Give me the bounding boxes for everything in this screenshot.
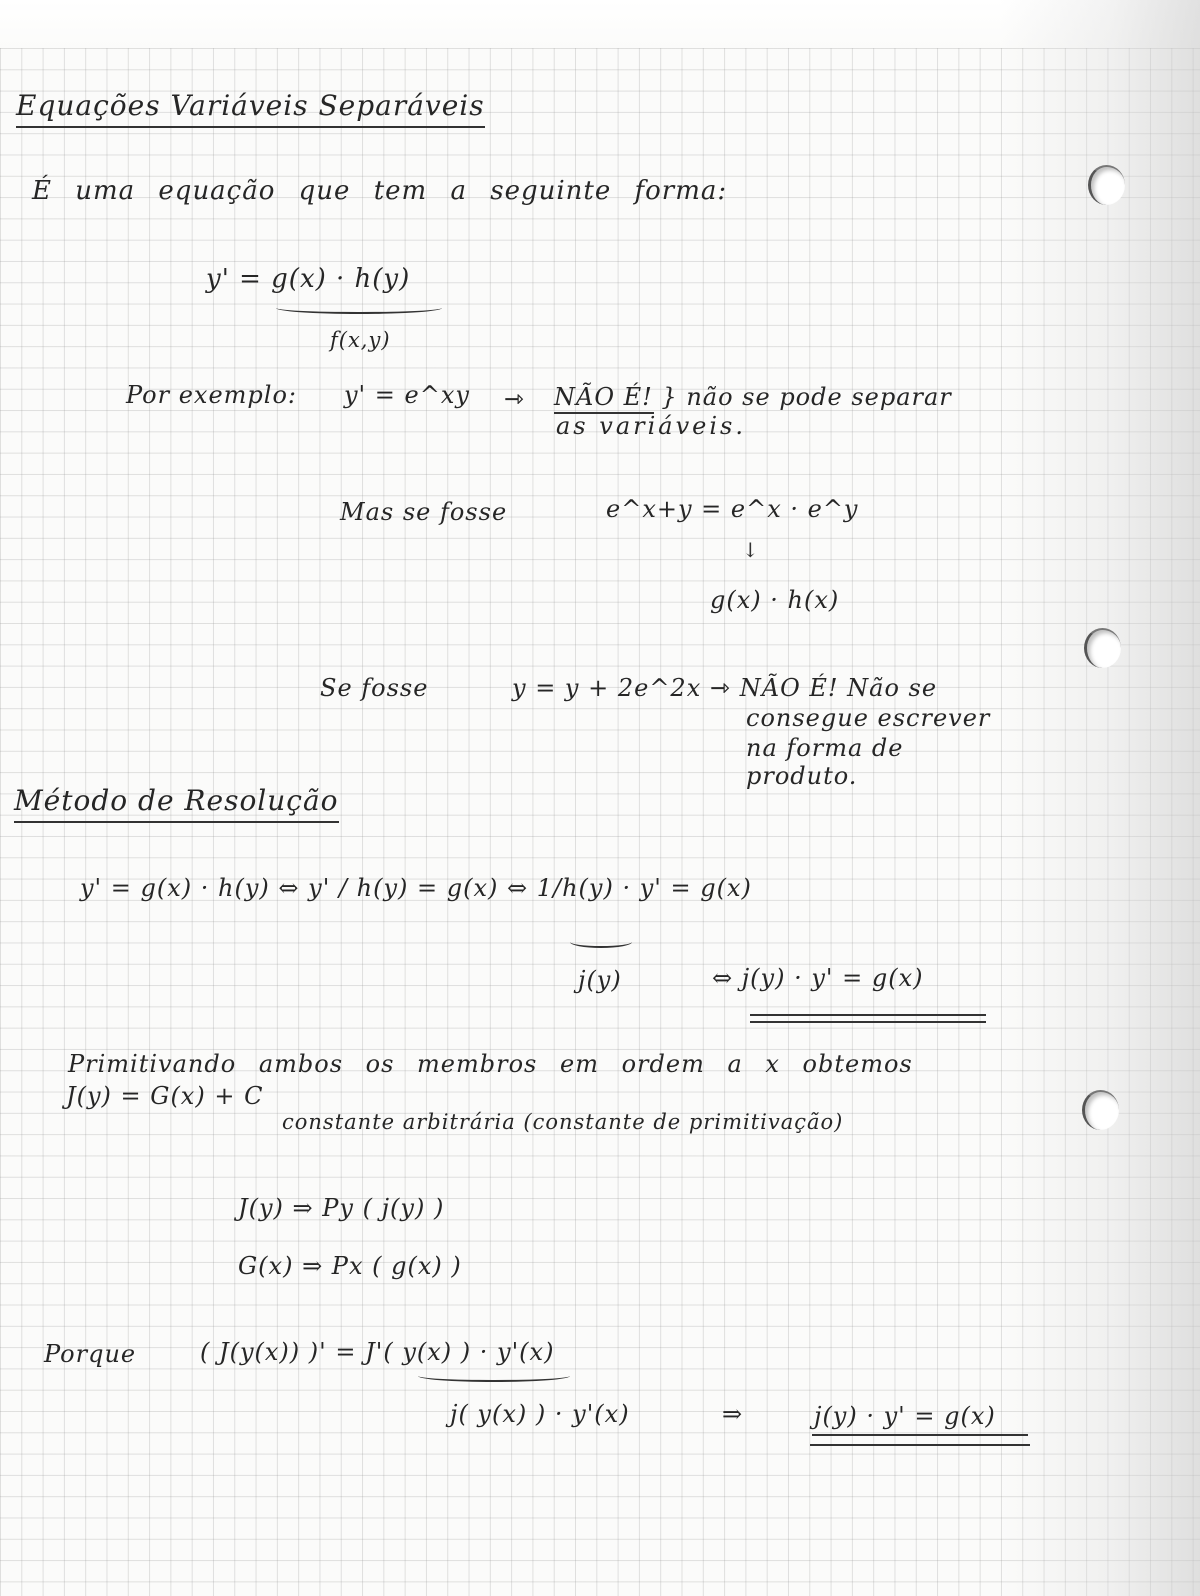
underbrace bbox=[418, 1370, 570, 1382]
method-equation-1: y' = g(x) · h(y) ⇔ y' / h(y) = g(x) ⇔ 1/h(y) · y' = g(x) bbox=[80, 874, 752, 902]
porque-equation-2: j( y(x) ) · y'(x) bbox=[450, 1400, 630, 1428]
se-note-line-3: na forma de bbox=[746, 734, 904, 762]
result-underline bbox=[810, 1444, 1030, 1446]
primitive-line: Primitivando ambos os membros em ordem a x obtemos bbox=[68, 1050, 913, 1078]
example-note-line-1: NÃO É! } não se pode separar bbox=[554, 383, 952, 411]
binder-hole-icon bbox=[1082, 1090, 1119, 1130]
constant-note: constante arbitrária (constante de primitivação) bbox=[282, 1110, 844, 1134]
se-label: Se fosse bbox=[320, 674, 429, 702]
primitive-equation: J(y) = G(x) + C bbox=[66, 1082, 264, 1110]
page-edge-shadow bbox=[1000, 0, 1200, 1596]
binder-hole-icon bbox=[1084, 628, 1121, 668]
underbrace bbox=[570, 936, 632, 948]
method-equation-2: ⇔ j(y) · y' = g(x) bbox=[712, 964, 924, 992]
mas-label: Mas se fosse bbox=[340, 498, 508, 526]
mas-equation: e^x+y = e^x · e^y bbox=[606, 495, 859, 523]
porque-arrow: ⇒ bbox=[722, 1400, 744, 1428]
double-underline bbox=[750, 1014, 986, 1023]
mas-product: g(x) · h(x) bbox=[710, 586, 840, 614]
arrow-down-icon: ↓ bbox=[742, 538, 759, 562]
example-equation: y' = e^xy bbox=[344, 381, 470, 409]
se-note-line-4: produto. bbox=[746, 762, 858, 790]
g-definition: G(x) ⇒ Px ( g(x) ) bbox=[238, 1252, 462, 1280]
method-title: Método de Resolução bbox=[14, 787, 339, 823]
example-note-line-2: as variáveis. bbox=[556, 412, 746, 440]
porque-label: Porque bbox=[44, 1340, 137, 1368]
method-j-label: j(y) bbox=[578, 966, 622, 994]
form-equation: y' = g(x) · h(y) bbox=[206, 264, 411, 294]
porque-equation: ( J(y(x)) )' = J'( y(x) ) · y'(x) bbox=[200, 1338, 555, 1366]
se-note-line-1: ⇾ NÃO É! Não se bbox=[710, 674, 938, 702]
j-definition: J(y) ⇒ Py ( j(y) ) bbox=[238, 1194, 445, 1222]
se-equation: y = y + 2e^2x bbox=[512, 674, 702, 702]
porque-result: j(y) · y' = g(x) bbox=[814, 1402, 996, 1430]
form-label: f(x,y) bbox=[330, 328, 391, 352]
result-underline bbox=[812, 1434, 1028, 1436]
se-note-line-2: consegue escrever bbox=[746, 704, 991, 732]
page-title: Equações Variáveis Separáveis bbox=[16, 92, 485, 128]
example-label: Por exemplo: bbox=[126, 381, 297, 409]
intro-text: É uma equação que tem a seguinte forma: bbox=[32, 176, 728, 206]
binder-hole-icon bbox=[1088, 165, 1125, 205]
underbrace bbox=[276, 302, 442, 314]
example-arrow: ⇾ bbox=[504, 385, 526, 413]
